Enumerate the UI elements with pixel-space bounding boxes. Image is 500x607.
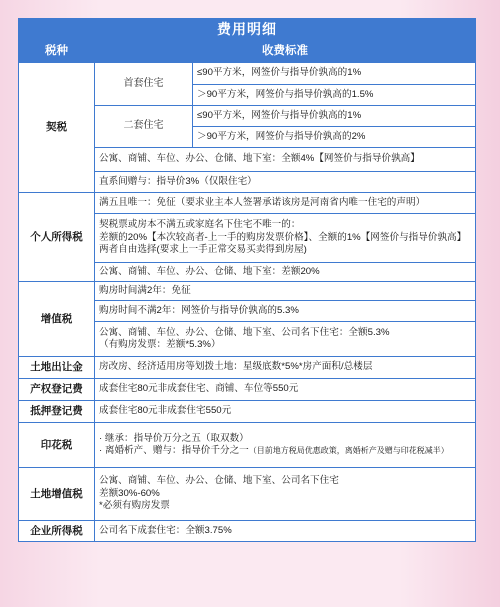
land-vat-value: 公寓、商铺、车位、办公、仓储、地下室、公司名下住宅 差额30%-60% *必须有购房发票 bbox=[95, 468, 476, 521]
table-row bbox=[19, 379, 476, 401]
first-home-label: 首套住宅 bbox=[95, 63, 193, 106]
fee-table bbox=[18, 40, 476, 542]
stamp-duty-row2-note: （目前地方税局优惠政策，离婚析产及赠与印花税减半） bbox=[248, 446, 449, 455]
stamp-duty-row1: · 继承：指导价万分之五（取双数） bbox=[99, 432, 249, 444]
header-fee-standard: 收费标准 bbox=[95, 41, 476, 63]
income-tax-row1: 满五且唯一：免征（要求业主本人签署承诺该房是河南省内唯一住宅的声明） bbox=[95, 193, 476, 214]
vat-row2: 购房时间不满2年：网签价与指导价孰高的5.3% bbox=[95, 301, 476, 322]
deed-tax-label: 契税 bbox=[19, 63, 95, 193]
table-row bbox=[19, 63, 476, 85]
second-home-label: 二套住宅 bbox=[95, 106, 193, 148]
table-row bbox=[19, 357, 476, 379]
table-row bbox=[19, 423, 476, 468]
corporate-tax-label: 企业所得税 bbox=[19, 521, 95, 542]
stamp-duty-row2 bbox=[99, 445, 471, 458]
deed-tax-gift: 直系间赠与：指导价3%（仅限住宅） bbox=[95, 172, 476, 193]
vat-row3: 公寓、商铺、车位、办公、仓储、地下室、公司名下住宅：全额5.3% （有购房发票：差额*5.3%） bbox=[95, 322, 476, 357]
fee-table-card bbox=[18, 18, 476, 542]
page-title: 费用明细 bbox=[18, 18, 476, 40]
land-grant-label: 土地出让金 bbox=[19, 357, 95, 379]
corporate-tax-value: 公司名下成套住宅：全额3.75% bbox=[95, 521, 476, 542]
table-header-row bbox=[19, 41, 476, 63]
stamp-duty-value bbox=[95, 423, 476, 468]
deed-tax-commercial: 公寓、商铺、车位、办公、仓储、地下室：全额4%【网签价与指导价孰高】 bbox=[95, 148, 476, 172]
table-row bbox=[19, 468, 476, 521]
mortgage-registration-value: 成套住宅80元非成套住宅550元 bbox=[95, 401, 476, 423]
first-home-row2: ＞90平方米，网签价与指导价孰高的1.5% bbox=[193, 85, 476, 106]
vat-label: 增值税 bbox=[19, 282, 95, 357]
table-row bbox=[19, 193, 476, 214]
mortgage-registration-label: 抵押登记费 bbox=[19, 401, 95, 423]
income-tax-row2: 契税票或房本不满五或家庭名下住宅不唯一的： 差额的20%【本次较高者-上一手的购房发票价格】、全额的1%【网签价与指导价孰高】两者自由选择(要求上一手正常交易买卖得到房屋) bbox=[95, 214, 476, 263]
property-registration-label: 产权登记费 bbox=[19, 379, 95, 401]
second-home-row2: ＞90平方米，网签价与指导价孰高的2% bbox=[193, 127, 476, 148]
land-vat-label: 土地增值税 bbox=[19, 468, 95, 521]
table-row bbox=[19, 521, 476, 542]
income-tax-label: 个人所得税 bbox=[19, 193, 95, 282]
second-home-row1: ≤90平方米，网签价与指导价孰高的1% bbox=[193, 106, 476, 127]
first-home-row1: ≤90平方米，网签价与指导价孰高的1% bbox=[193, 63, 476, 85]
income-tax-row3: 公寓、商铺、车位、办公、仓储、地下室：差额20% bbox=[95, 263, 476, 282]
stamp-duty-row2-main: · 离婚析产、赠与：指导价千分之一 bbox=[99, 445, 249, 456]
stamp-duty-label: 印花税 bbox=[19, 423, 95, 468]
land-grant-value: 房改房、经济适用房等划拨土地：星级底数*5%*房产面积/总楼层 bbox=[95, 357, 476, 379]
vat-row1: 购房时间满2年：免征 bbox=[95, 282, 476, 301]
property-registration-value: 成套住宅80元非成套住宅、商铺、车位等550元 bbox=[95, 379, 476, 401]
header-tax-type: 税种 bbox=[19, 41, 95, 63]
table-row bbox=[19, 401, 476, 423]
table-row bbox=[19, 282, 476, 301]
